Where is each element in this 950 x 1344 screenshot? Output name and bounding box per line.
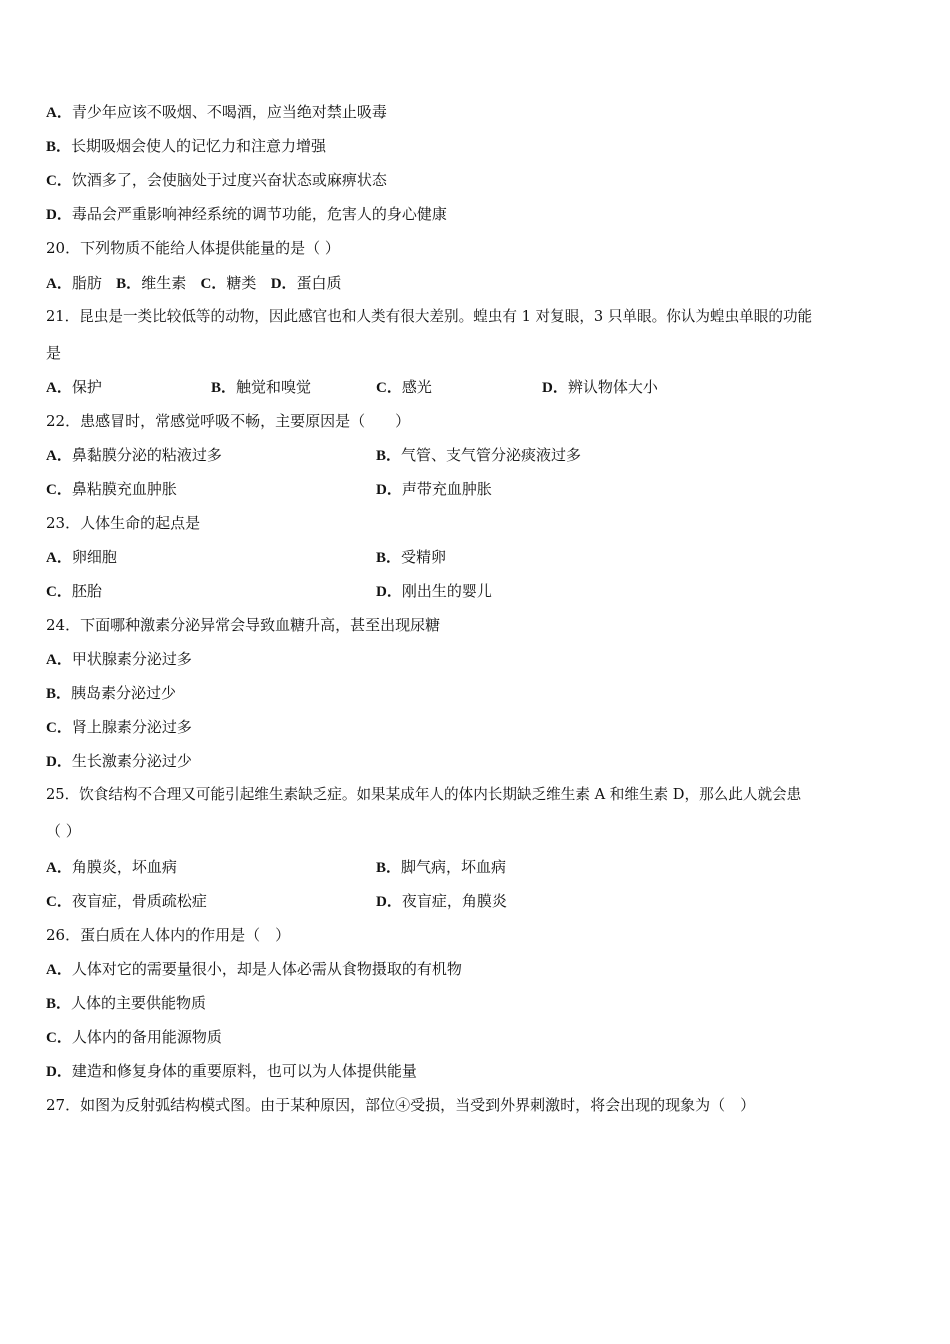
- q25-option-a: A．角膜炎，坏血病: [46, 858, 177, 876]
- q19-option-c: C．饮酒多了，会使脑处于过度兴奋状态或麻痹状态: [46, 171, 387, 189]
- q23-option-a: A．卵细胞: [46, 548, 117, 566]
- q26-option-c: C．人体内的备用能源物质: [46, 1028, 222, 1046]
- q22-option-d: D．声带充血肿胀: [376, 480, 492, 498]
- q24-option-d: D．生长激素分泌过少: [46, 752, 192, 770]
- q23-option-b: B．受精卵: [376, 548, 447, 566]
- q19-option-d: D．毒品会严重影响神经系统的调节功能，危害人的身心健康: [46, 205, 447, 223]
- q23-option-c: C．胚胎: [46, 582, 102, 600]
- q26-stem: 26．蛋白质在人体内的作用是（ ）: [46, 926, 291, 944]
- q19-option-b: B．长期吸烟会使人的记忆力和注意力增强: [46, 137, 327, 155]
- q25-option-d: D．夜盲症，角膜炎: [376, 892, 507, 910]
- q24-option-c: C．肾上腺素分泌过多: [46, 718, 192, 736]
- q25-option-c: C．夜盲症，骨质疏松症: [46, 892, 207, 910]
- q22-option-a: A．鼻黏膜分泌的粘液过多: [46, 446, 222, 464]
- q25-stem-line2: （ ）: [46, 822, 81, 840]
- q21-stem-line1: 21．昆虫是一类比较低等的动物，因此感官也和人类有很大差别。蝗虫有 1 对复眼，3 只单眼。你认为蝗虫单眼的功能: [46, 308, 813, 325]
- q21-option-b: B．触觉和嗅觉: [211, 378, 312, 396]
- q22-stem: 22．患感冒时，常感觉呼吸不畅，主要原因是（ ）: [46, 412, 411, 430]
- q21-option-c: C．感光: [376, 378, 432, 396]
- q25-option-b: B．脚气病，坏血病: [376, 858, 507, 876]
- q23-option-d: D．刚出生的婴儿: [376, 582, 492, 600]
- q24-stem: 24．下面哪种激素分泌异常会导致血糖升高，甚至出现尿糖: [46, 616, 441, 634]
- q22-option-b: B．气管、支气管分泌痰液过多: [376, 446, 582, 464]
- q24-option-a: A．甲状腺素分泌过多: [46, 650, 192, 668]
- q26-option-d: D．建造和修复身体的重要原料，也可以为人体提供能量: [46, 1062, 417, 1080]
- q22-option-c: C．鼻粘膜充血肿胀: [46, 480, 177, 498]
- q20-options: A．脂肪 B．维生素 C．糖类 D．蛋白质: [46, 274, 342, 292]
- q21-stem-line2: 是: [46, 344, 62, 362]
- q26-option-a: A．人体对它的需要量很小，却是人体必需从食物摄取的有机物: [46, 960, 462, 978]
- q26-option-b: B．人体的主要供能物质: [46, 994, 207, 1012]
- q21-option-a: A．保护: [46, 378, 102, 396]
- q21-option-d: D．辨认物体大小: [542, 378, 658, 396]
- q27-stem: 27．如图为反射弧结构模式图。由于某种原因，部位④受损，当受到外界刺激时，将会出现的现象为（ ）: [46, 1096, 756, 1114]
- q24-option-b: B．胰岛素分泌过少: [46, 684, 177, 702]
- q19-option-a: A．青少年应该不吸烟、不喝酒，应当绝对禁止吸毒: [46, 103, 387, 121]
- q25-stem-line1: 25．饮食结构不合理又可能引起维生素缺乏症。如果某成年人的体内长期缺乏维生素 A 和维生素 D，那么此人就会患: [46, 786, 802, 803]
- q20-stem: 20．下列物质不能给人体提供能量的是（ ）: [46, 239, 340, 257]
- q23-stem: 23．人体生命的起点是: [46, 514, 201, 532]
